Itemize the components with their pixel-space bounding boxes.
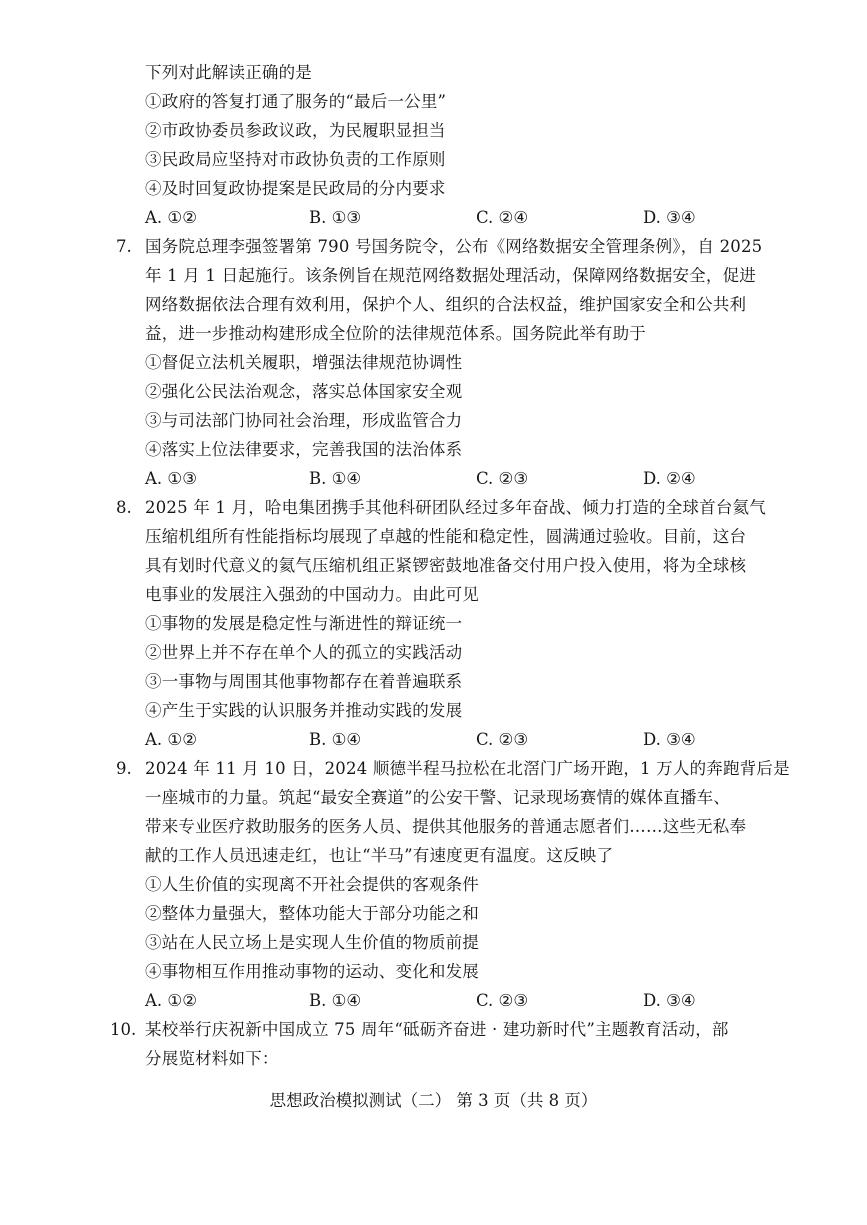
q8-statement-1: ①事物的发展是稳定性与渐进性的辩证统一 (145, 614, 463, 633)
page-footer: 思想政治模拟测试（二） 第 3 页（共 8 页） (269, 1091, 598, 1110)
q9-stem-line-2: 一座城市的力量。筑起“最安全赛道”的公安干警、记录现场赛情的媒体直播车、 (145, 788, 731, 807)
q7-option-c: C. ②③ (476, 469, 529, 488)
q6-stem-tail: 下列对此解读正确的是 (145, 63, 312, 82)
q10-stem-line-2: 分展览材料如下： (145, 1049, 279, 1068)
q7-stem-line-1: 国务院总理李强签署第 790 号国务院令，公布《网络数据安全管理条例》，自 2025 (145, 237, 763, 256)
q7-statement-4: ④落实上位法律要求，完善我国的法治体系 (145, 440, 463, 459)
q10-number: 10. (110, 1020, 137, 1039)
q6-option-c: C. ②④ (476, 208, 529, 227)
q6-option-b: B. ①③ (309, 208, 362, 227)
q8-stem-line-4: 电事业的发展注入强劲的中国动力。由此可见 (145, 585, 479, 604)
q8-stem-line-3: 具有划时代意义的氦气压缩机组正紧锣密鼓地准备交付用户投入使用，将为全球核 (145, 556, 747, 575)
q8-option-b: B. ①④ (309, 730, 362, 749)
q8-statement-3: ③一事物与周围其他事物都存在着普遍联系 (145, 672, 463, 691)
q7-number: 7. (116, 237, 132, 256)
q6-statement-3: ③民政局应坚持对市政协负责的工作原则 (145, 150, 446, 169)
q6-option-a: A. ①② (145, 208, 197, 227)
q9-option-b: B. ①④ (309, 991, 362, 1010)
q8-stem-line-1: 2025 年 1 月，哈电集团携手其他科研团队经过多年奋战、倾力打造的全球首台氦气 (145, 498, 766, 517)
q6-option-d: D. ③④ (643, 208, 696, 227)
q9-stem-line-1: 2024 年 11 月 10 日，2024 顺德半程马拉松在北滘门广场开跑，1 万人的奔跑背后是 (145, 759, 790, 778)
q9-option-a: A. ①② (145, 991, 197, 1010)
q6-statement-1: ①政府的答复打通了服务的“最后一公里” (145, 92, 447, 111)
q8-option-d: D. ③④ (643, 730, 696, 749)
q8-number: 8. (116, 498, 132, 517)
q7-statement-2: ②强化公民法治观念，落实总体国家安全观 (145, 382, 463, 401)
q6-statement-2: ②市政协委员参政议政，为民履职显担当 (145, 121, 446, 140)
q7-option-b: B. ①④ (309, 469, 362, 488)
q9-statement-2: ②整体力量强大，整体功能大于部分功能之和 (145, 904, 479, 923)
q6-statement-4: ④及时回复政协提案是民政局的分内要求 (145, 179, 446, 198)
q7-statement-1: ①督促立法机关履职，增强法律规范协调性 (145, 353, 463, 372)
q7-stem-line-4: 益，进一步推动构建形成全位阶的法律规范体系。国务院此举有助于 (145, 324, 646, 343)
q7-statement-3: ③与司法部门协同社会治理，形成监管合力 (145, 411, 463, 430)
q7-stem-line-2: 年 1 月 1 日起施行。该条例旨在规范网络数据处理活动，保障网络数据安全，促进 (145, 266, 756, 285)
q9-number: 9. (116, 759, 132, 778)
q10-stem-line-1: 某校举行庆祝新中国成立 75 周年“砥砺齐奋进 · 建功新时代”主题教育活动，部 (145, 1020, 729, 1039)
q9-option-d: D. ③④ (643, 991, 696, 1010)
q9-statement-4: ④事物相互作用推动事物的运动、变化和发展 (145, 962, 479, 981)
q8-statement-2: ②世界上并不存在单个人的孤立的实践活动 (145, 643, 463, 662)
q9-stem-line-4: 献的工作人员迅速走红，也让“半马”有速度更有温度。这反映了 (145, 846, 614, 865)
q8-option-a: A. ①② (145, 730, 197, 749)
q8-stem-line-2: 压缩机组所有性能指标均展现了卓越的性能和稳定性，圆满通过验收。目前，这台 (145, 527, 747, 546)
q9-option-c: C. ②③ (476, 991, 529, 1010)
q7-option-a: A. ①③ (145, 469, 197, 488)
q7-stem-line-3: 网络数据依法合理有效利用，保护个人、组织的合法权益，维护国家安全和公共利 (145, 295, 747, 314)
q9-statement-3: ③站在人民立场上是实现人生价值的物质前提 (145, 933, 479, 952)
q8-option-c: C. ②③ (476, 730, 529, 749)
q7-option-d: D. ②④ (643, 469, 696, 488)
q8-statement-4: ④产生于实践的认识服务并推动实践的发展 (145, 701, 463, 720)
q9-statement-1: ①人生价值的实现离不开社会提供的客观条件 (145, 875, 479, 894)
q9-stem-line-3: 带来专业医疗救助服务的医务人员、提供其他服务的普通志愿者们……这些无私奉 (145, 817, 747, 836)
